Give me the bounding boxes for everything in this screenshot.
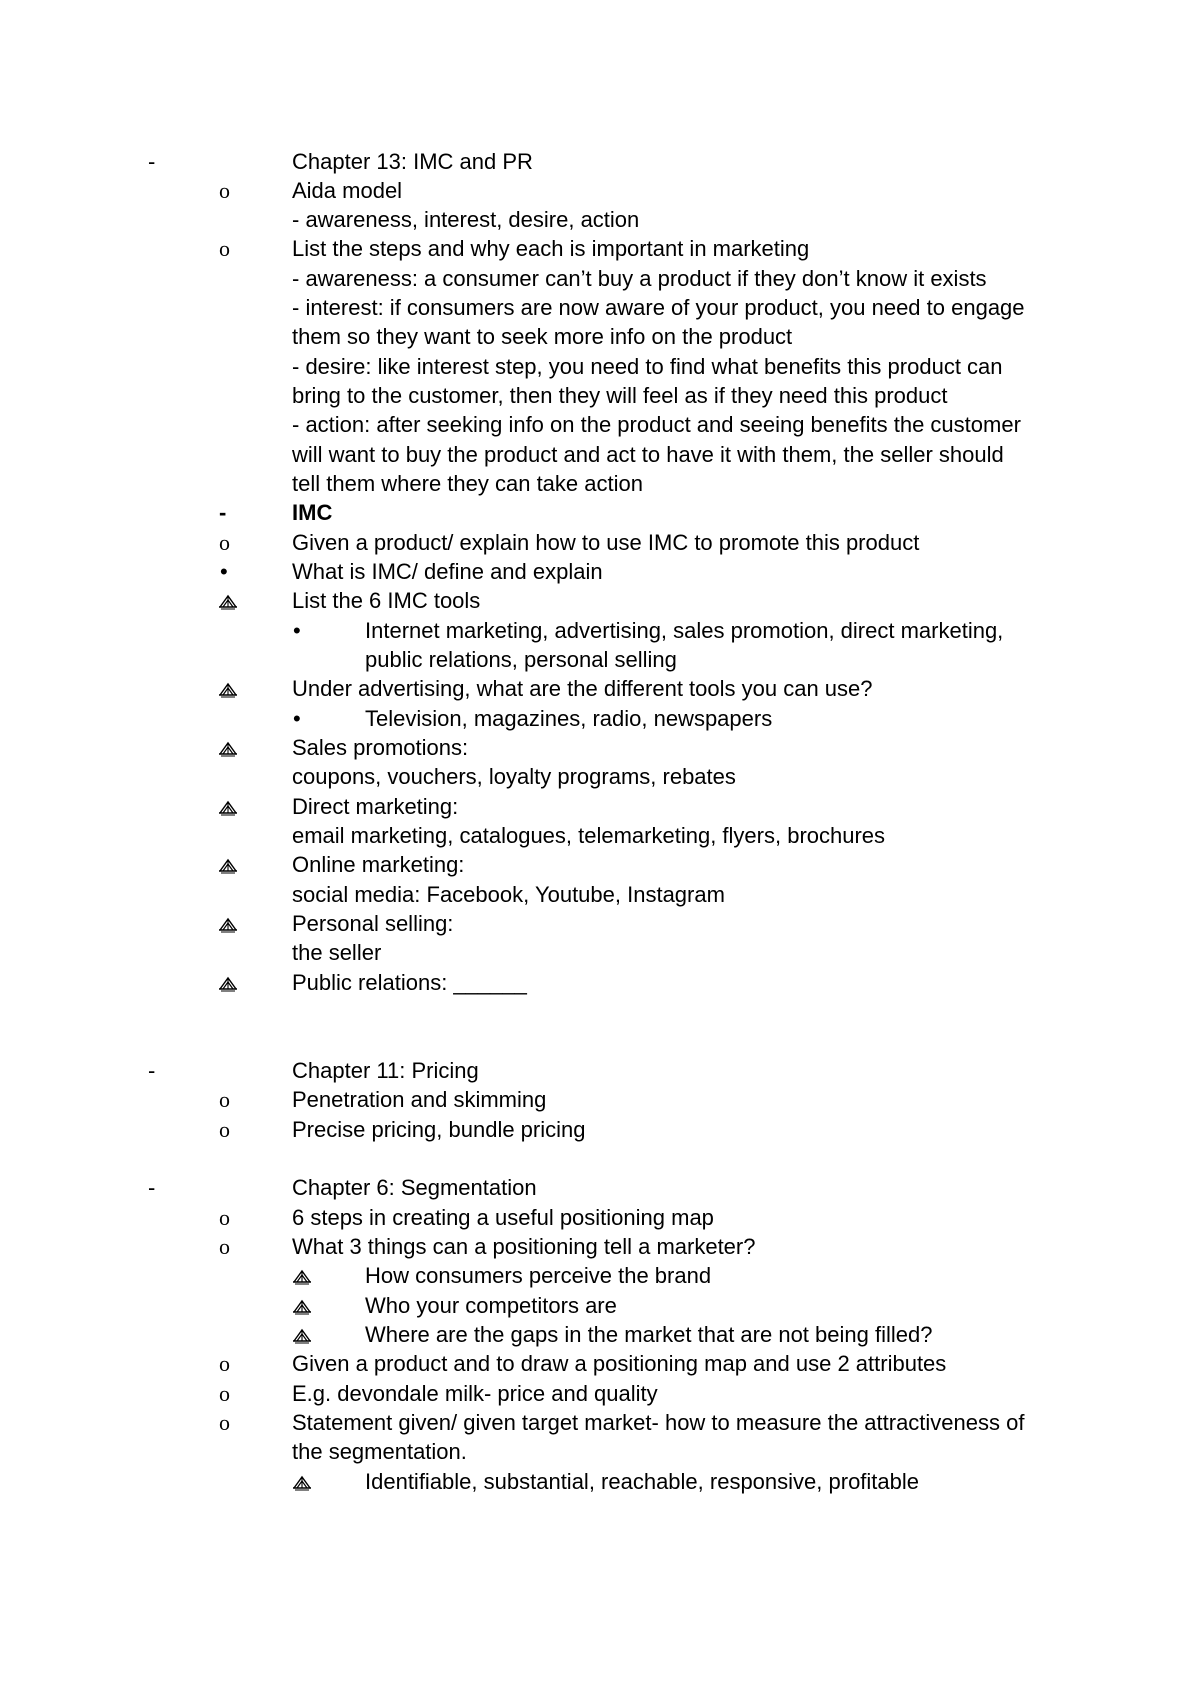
item-text: Statement given/ given target market- how to measure the attractiveness of [292,1410,1025,1435]
wingding-bullet-icon [218,733,238,757]
item-text: Where are the gaps in the market that are not being filled? [365,1322,933,1347]
circle-marker: o [219,1087,230,1112]
dash-marker: - [219,500,227,525]
item-text: Identifiable, substantial, reachable, responsive, profitable [365,1469,920,1494]
dash-marker: - [148,149,156,174]
item-text: bring to the customer, then they will feel as if they need this product [292,383,948,408]
item-text: social media: Facebook, Youtube, Instagram [292,882,725,907]
item-text: Direct marketing: [292,794,459,819]
circle-marker: o [219,1234,230,1259]
wingding-bullet-icon [218,792,238,816]
item-text: What is IMC/ define and explain [292,559,603,584]
item-text: Aida model [292,178,403,203]
item-text: email marketing, catalogues, telemarketing, flyers, brochures [292,823,886,848]
circle-marker: o [219,1117,230,1142]
wingding-bullet-icon [292,1467,312,1491]
item-text: them so they want to seek more info on the product [292,324,793,349]
wingding-bullet-icon [218,586,238,610]
circle-marker: o [219,1205,230,1230]
circle-marker: o [219,178,230,203]
wingding-bullet-icon [218,850,238,874]
wingding-bullet-icon [218,968,238,992]
item-text: - desire: like interest step, you need to find what benefits this product can [292,354,1003,379]
bullet-marker: • [293,618,301,643]
item-text: List the 6 IMC tools [292,588,481,613]
dash-marker: - [148,1175,156,1200]
item-text: Sales promotions: [292,735,469,760]
item-text: Who your competitors are [365,1293,617,1318]
item-text: - awareness, interest, desire, action [292,207,640,232]
item-text: tell them where they can take action [292,471,643,496]
item-text: Given a product and to draw a positioning map and use 2 attributes [292,1351,947,1376]
item-text: Precise pricing, bundle pricing [292,1117,586,1142]
item-text: - awareness: a consumer can’t buy a product if they don’t know it exists [292,266,987,291]
item-text: the segmentation. [292,1439,467,1464]
dash-marker: - [148,1058,156,1083]
wingding-bullet-icon [292,1261,312,1285]
item-text: the seller [292,940,382,965]
item-text: Personal selling: [292,911,454,936]
item-text: Given a product/ explain how to use IMC to promote this product [292,530,920,555]
chapter-heading: Chapter 11: Pricing [292,1058,479,1083]
item-text: Under advertising, what are the different tools you can use? [292,676,873,701]
item-text: Public relations: ______ [292,970,527,995]
circle-marker: o [219,1381,230,1406]
item-text: will want to buy the product and act to have it with them, the seller should [292,442,1004,467]
bullet-marker: • [220,559,228,584]
wingding-bullet-icon [292,1320,312,1344]
item-text: Television, magazines, radio, newspapers [365,706,773,731]
item-text: 6 steps in creating a useful positioning map [292,1205,714,1230]
item-text: Internet marketing, advertising, sales promotion, direct marketing, [365,618,1004,643]
item-text: How consumers perceive the brand [365,1263,712,1288]
item-text: public relations, personal selling [365,647,677,672]
item-text: coupons, vouchers, loyalty programs, rebates [292,764,736,789]
bullet-marker: • [293,706,301,731]
wingding-bullet-icon [292,1291,312,1315]
circle-marker: o [219,1410,230,1435]
item-text: What 3 things can a positioning tell a marketer? [292,1234,756,1259]
item-text: Penetration and skimming [292,1087,547,1112]
item-text: Online marketing: [292,852,465,877]
item-text: - action: after seeking info on the product and seeing benefits the customer [292,412,1021,437]
circle-marker: o [219,530,230,555]
item-text: - interest: if consumers are now aware of your product, you need to engage [292,295,1025,320]
circle-marker: o [219,1351,230,1376]
chapter-heading: Chapter 6: Segmentation [292,1175,537,1200]
wingding-bullet-icon [218,674,238,698]
item-text: E.g. devondale milk- price and quality [292,1381,658,1406]
chapter-heading: Chapter 13: IMC and PR [292,149,533,174]
item-text: List the steps and why each is important in marketing [292,236,810,261]
circle-marker: o [219,236,230,261]
wingding-bullet-icon [218,909,238,933]
item-text: IMC [292,500,333,525]
